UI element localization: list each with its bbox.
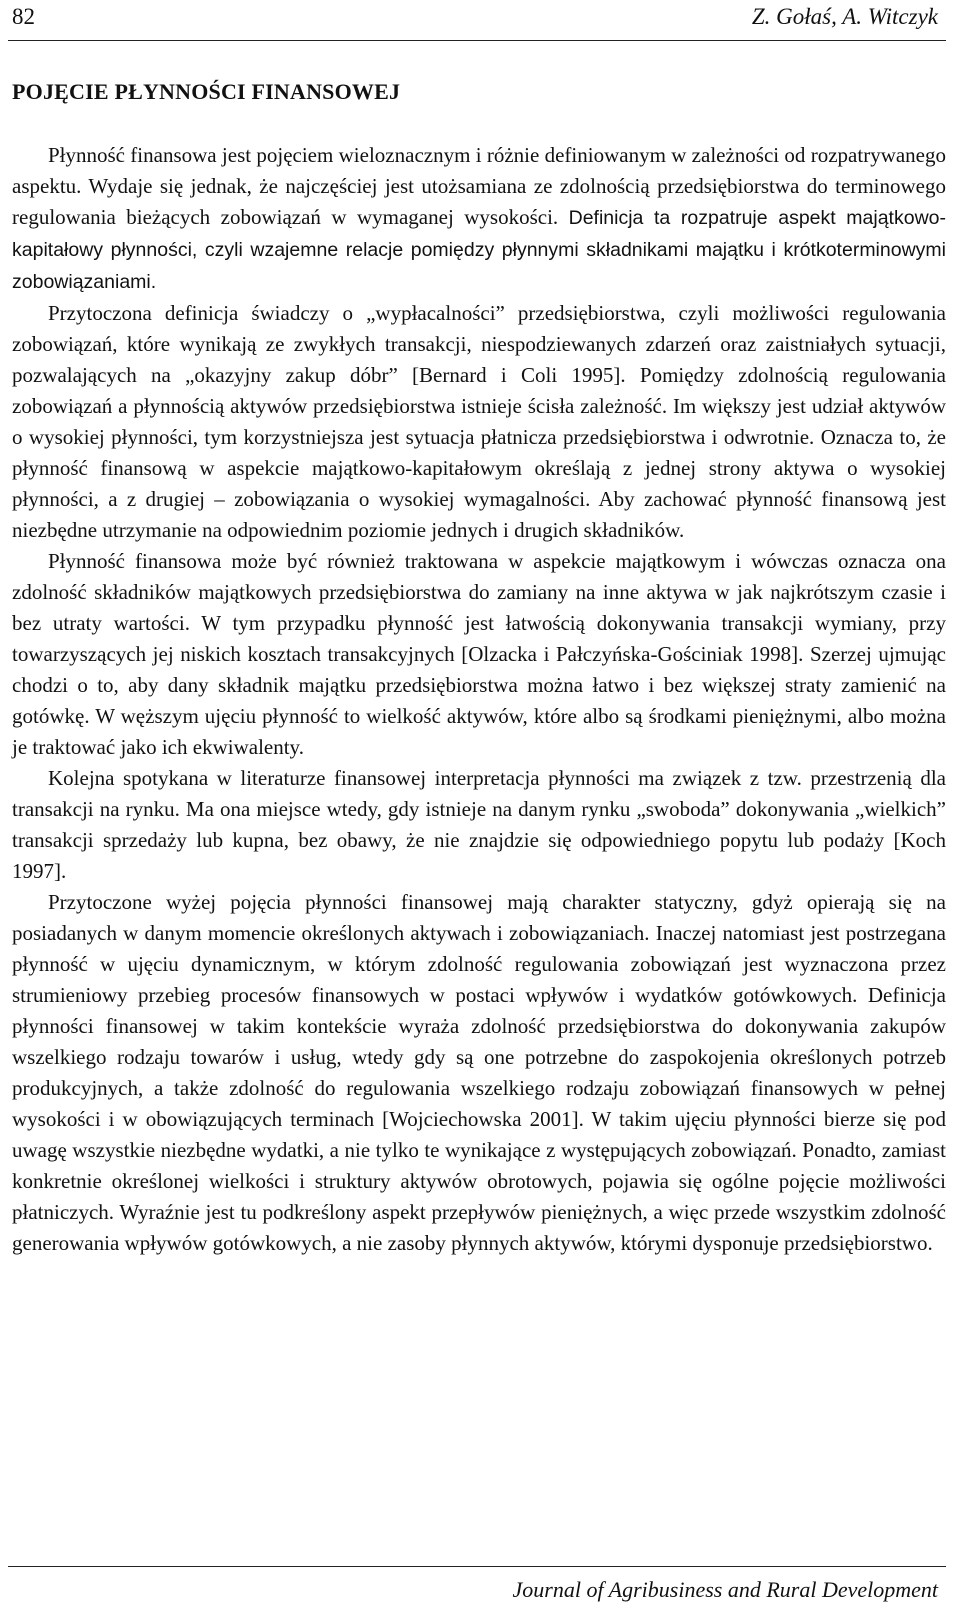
journal-name: Journal of Agribusiness and Rural Development xyxy=(512,1577,938,1602)
section-title: POJĘCIE PŁYNNOŚCI FINANSOWEJ xyxy=(12,79,401,104)
paragraph-5: Przytoczone wyżej pojęcia płynności finansowej mają charakter statyczny, gdyż opierają się na posiadanych w danym momencie określonych aktywach i zobowiązaniach. Inaczej natomiast jest postrzegana płynność w ujęciu dynamicznym, w którym zdolność regulowania zobowiązań jest wyznaczona przez strumieniowy przebieg procesów finansowych w postaci wpływów i wydatków gotówkowych. Definicja płynności finansowej w takim kontekście wyraża zdolność przedsiębiorstwa do dokonywania zakupów wszelkiego rodzaju towarów i usług, wtedy gdy są one potrzebne do zaspokojenia określonych potrzeb produkcyjnych, a także zdolność do regulowania wszelkiego rodzaju zobowiązań finansowych w pełnej wysokości i w obowiązujących terminach [Wojciechowska 2001]. W takim ujęciu płynności bierze się pod uwagę wszystkie niezbędne wydatki, a nie tylko te wynikające z występujących zobowiązań. Ponadto, zamiast konkretnie określonej wielkości i struktury aktywów obrotowych, pojawia się ogólne pojęcie możliwości płatniczych. Wyraźnie jest tu podkreślony aspekt przepływów pieniężnych, a więc przede wszystkim zdolność generowania wpływów gotówkowych, a nie zasoby płynnych aktywów, którymi dysponuje przedsiębiorstwo. xyxy=(12,890,946,1255)
header-divider xyxy=(8,40,946,41)
running-head-authors: Z. Gołaś, A. Witczyk xyxy=(751,4,938,29)
paragraph-1 xyxy=(12,140,946,298)
paragraph-1a: Płynność finansowa jest pojęciem wieloznacznym i różnie definiowanym w zależności od rozpatrywanego aspektu. Wydaje się jednak, że najczęściej jest utożsamiana ze zdolnością przedsiębiorstwa do terminowego regulowania bieżących zobowiązań w wymaganej wysokości. xyxy=(12,143,946,229)
footer-divider xyxy=(8,1566,946,1567)
paragraph-1b: Definicja ta rozpatruje aspekt majątkowo-kapitałowy płynności, czyli wzajemne relacje pomiędzy płynnymi składnikami majątku i krótkoterminowymi zobowiązaniami. xyxy=(12,207,946,293)
paragraph-2-block xyxy=(12,298,946,546)
body-text xyxy=(12,140,946,1259)
page-number: 82 xyxy=(12,4,35,29)
paragraph-4: Kolejna spotykana w literaturze finansowej interpretacja płynności ma związek z tzw. przestrzenią dla transakcji na rynku. Ma ona miejsce wtedy, gdy istnieje na danym rynku „swoboda” dokonywania „wielkich” transakcji sprzedaży lub kupna, bez obawy, że nie znajdzie się odpowiedniego popytu lub podaży [Koch 1997]. xyxy=(12,766,946,883)
paragraph-3: Płynność finansowa może być również traktowana w aspekcie majątkowym i wówczas oznacza ona zdolność składników majątkowych przedsiębiorstwa do zamiany na inne aktywa w jak najkrótszym czasie i bez utraty wartości. W tym przypadku płynność jest łatwością dokonywania transakcji wymiany, przy towarzyszących jej niskich kosztach transakcyjnych [Olzacka i Pałczyńska-Gościniak 1998]. Szerzej ujmując chodzi o to, aby dany składnik majątku przedsiębiorstwa można łatwo i bez większej straty zamienić na gotówkę. W węższym ujęciu płynność to wielkość aktywów, które albo są środkami pieniężnymi, albo można je traktować jako ich ekwiwalenty. xyxy=(12,549,946,759)
paragraph-2-text: Przytoczona definicja świadczy o „wypłacalności” przedsiębiorstwa, czyli możliwości regulowania zobowiązań, które wynikają ze zwykłych transakcji, niespodziewanych zdarzeń oraz zaistniałych sytuacji, pozwalających na „okazyjny zakup dóbr” [Bernard i Coli 1995]. Pomiędzy zdolnością regulowania zobowiązań a płynnością aktywów przedsiębiorstwa istnieje ścisła zależność. Im większy jest udział aktywów o wysokiej płynności, tym korzystniejsza jest sytuacja płatnicza przedsiębiorstwa i odwrotnie. Oznacza to, że płynność finansową w aspekcie majątkowo-kapitałowym określają z jednej strony aktywa o wysokiej płynności, a z drugiej – zobowiązania o wysokiej wymagalności. Aby zachować płynność finansową jest niezbędne utrzymanie na odpowiednim poziomie jednych i drugich składników. xyxy=(12,301,946,542)
